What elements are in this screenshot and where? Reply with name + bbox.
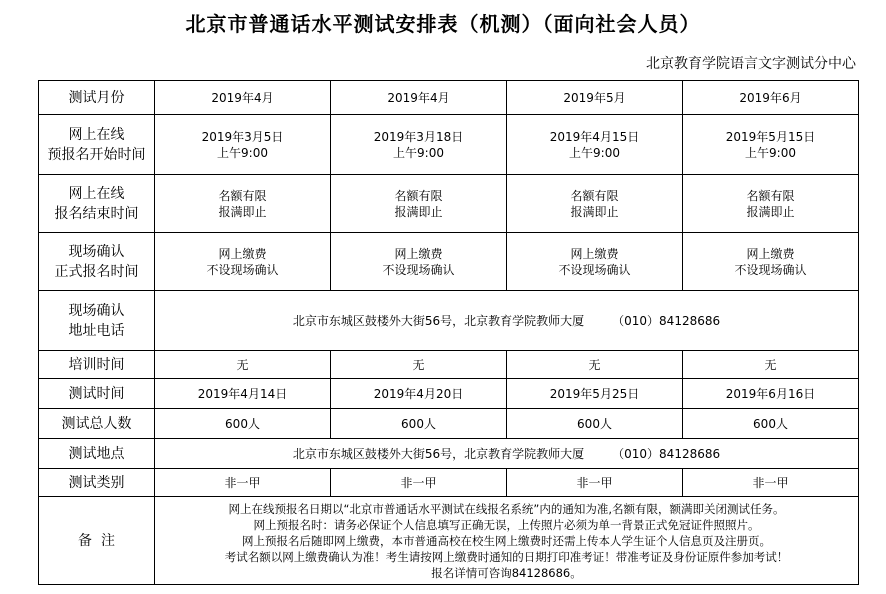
reg-end-line: 名额有限 bbox=[218, 188, 267, 203]
confirm-line: 网上缴费 bbox=[746, 246, 795, 261]
remark-line: 报名详情可咨询84128686。 bbox=[431, 565, 582, 580]
prereg-date: 2019年3月5日 bbox=[201, 129, 284, 144]
prereg-time: 上午9:00 bbox=[569, 145, 620, 160]
table-row-month bbox=[39, 81, 859, 115]
reg-end-line: 报满即止 bbox=[218, 204, 267, 219]
cell-confirm-time bbox=[683, 233, 859, 291]
reg-end-line: 名额有限 bbox=[746, 188, 795, 203]
cell-reg-end bbox=[507, 175, 683, 233]
table-row-reg-end bbox=[39, 175, 859, 233]
remarks-cell bbox=[155, 497, 859, 585]
reg-end-line: 名额有限 bbox=[570, 188, 619, 203]
cell-confirm-time bbox=[331, 233, 507, 291]
cell-month: 2019年4月 bbox=[155, 81, 331, 115]
cell-training: 无 bbox=[507, 351, 683, 379]
cell-total: 600人 bbox=[507, 409, 683, 439]
cell-prereg-start bbox=[155, 115, 331, 175]
confirm-line: 网上缴费 bbox=[570, 246, 619, 261]
remark-line: 网上在线预报名日期以“北京市普通话水平测试在线报名系统”内的通知为准,名额有限，额满即关闭测试任务。 bbox=[228, 501, 785, 516]
organizer-name: 北京教育学院语言文字测试分中心 bbox=[646, 56, 856, 72]
reg-end-line: 报满即止 bbox=[570, 204, 619, 219]
row-label-month: 测试月份 bbox=[39, 81, 155, 115]
confirm-line: 不设现场确认 bbox=[382, 262, 455, 277]
cell-test-time: 2019年4月20日 bbox=[331, 379, 507, 409]
row-label-line: 现场确认 bbox=[68, 302, 125, 319]
cell-reg-end bbox=[155, 175, 331, 233]
cell-prereg-start bbox=[331, 115, 507, 175]
remark-line: 网上预报名时：请务必保证个人信息填写正确无误，上传照片必须为单一背景正式免冠证件照照片。 bbox=[253, 517, 760, 532]
cell-training: 无 bbox=[155, 351, 331, 379]
cell-reg-end bbox=[683, 175, 859, 233]
cell-total: 600人 bbox=[155, 409, 331, 439]
cell-reg-end bbox=[331, 175, 507, 233]
reg-end-line: 报满即止 bbox=[746, 204, 795, 219]
cell-category: 非一甲 bbox=[683, 469, 859, 497]
table-row-training bbox=[39, 351, 859, 379]
cell-location bbox=[155, 439, 859, 469]
table-row-remarks bbox=[39, 497, 859, 585]
cell-confirm-time bbox=[155, 233, 331, 291]
row-label-remarks: 备 注 bbox=[39, 497, 155, 585]
remark-line: 网上预报名后随即网上缴费，本市普通高校在校生网上缴费时还需上传本人学生证个人信息页及注册页。 bbox=[242, 533, 771, 548]
cell-prereg-start bbox=[507, 115, 683, 175]
row-label-training: 培训时间 bbox=[39, 351, 155, 379]
table-row-location bbox=[39, 439, 859, 469]
row-label-reg-end bbox=[39, 175, 155, 233]
cell-category: 非一甲 bbox=[331, 469, 507, 497]
row-label-confirm-time bbox=[39, 233, 155, 291]
row-label-total: 测试总人数 bbox=[39, 409, 155, 439]
table-row-test-time bbox=[39, 379, 859, 409]
table-row-total bbox=[39, 409, 859, 439]
cell-total: 600人 bbox=[331, 409, 507, 439]
row-label-line: 网上在线 bbox=[68, 126, 125, 143]
row-label-line: 地址电话 bbox=[68, 322, 125, 339]
cell-month: 2019年4月 bbox=[331, 81, 507, 115]
row-label-category: 测试类别 bbox=[39, 469, 155, 497]
phone-number: （010）84128686 bbox=[612, 313, 721, 328]
cell-training: 无 bbox=[331, 351, 507, 379]
cell-training: 无 bbox=[683, 351, 859, 379]
reg-end-line: 报满即止 bbox=[394, 204, 443, 219]
row-label-prereg-start bbox=[39, 115, 155, 175]
cell-total: 600人 bbox=[683, 409, 859, 439]
cell-month: 2019年6月 bbox=[683, 81, 859, 115]
table-row-confirm-time bbox=[39, 233, 859, 291]
table-row-prereg-start bbox=[39, 115, 859, 175]
cell-prereg-start bbox=[683, 115, 859, 175]
confirm-line: 不设现场确认 bbox=[734, 262, 807, 277]
prereg-date: 2019年4月15日 bbox=[549, 129, 640, 144]
confirm-line: 不设现场确认 bbox=[558, 262, 631, 277]
prereg-time: 上午9:00 bbox=[745, 145, 796, 160]
row-label-line: 正式报名时间 bbox=[54, 263, 139, 280]
prereg-date: 2019年3月18日 bbox=[373, 129, 464, 144]
row-label-location: 测试地点 bbox=[39, 439, 155, 469]
reg-end-line: 名额有限 bbox=[394, 188, 443, 203]
cell-confirm-time bbox=[507, 233, 683, 291]
table-row-category bbox=[39, 469, 859, 497]
address-text: 北京市东城区鼓楼外大街56号，北京教育学院教师大厦 bbox=[292, 446, 585, 461]
cell-month: 2019年5月 bbox=[507, 81, 683, 115]
cell-category: 非一甲 bbox=[507, 469, 683, 497]
prereg-time: 上午9:00 bbox=[217, 145, 268, 160]
confirm-line: 不设现场确认 bbox=[206, 262, 279, 277]
row-label-test-time: 测试时间 bbox=[39, 379, 155, 409]
page-title: 北京市普通话水平测试安排表（机测）（面向社会人员） bbox=[185, 12, 701, 36]
cell-test-time: 2019年5月25日 bbox=[507, 379, 683, 409]
cell-category: 非一甲 bbox=[155, 469, 331, 497]
table-row-confirm-address bbox=[39, 291, 859, 351]
confirm-line: 网上缴费 bbox=[218, 246, 267, 261]
row-label-line: 现场确认 bbox=[68, 243, 125, 260]
remark-line: 考试名额以网上缴费确认为准！考生请按网上缴费时通知的日期打印准考证！带准考证及身份证原件参加考试！ bbox=[224, 549, 789, 564]
cell-test-time: 2019年6月16日 bbox=[683, 379, 859, 409]
confirm-line: 网上缴费 bbox=[394, 246, 443, 261]
prereg-time: 上午9:00 bbox=[393, 145, 444, 160]
row-label-line: 报名结束时间 bbox=[54, 205, 139, 222]
prereg-date: 2019年5月15日 bbox=[725, 129, 816, 144]
row-label-confirm-address bbox=[39, 291, 155, 351]
address-text: 北京市东城区鼓楼外大街56号，北京教育学院教师大厦 bbox=[292, 313, 585, 328]
cell-confirm-address bbox=[155, 291, 859, 351]
row-label-line: 预报名开始时间 bbox=[47, 146, 146, 163]
schedule-table bbox=[38, 80, 859, 585]
phone-number: （010）84128686 bbox=[612, 446, 721, 461]
row-label-line: 网上在线 bbox=[68, 185, 125, 202]
cell-test-time: 2019年4月14日 bbox=[155, 379, 331, 409]
